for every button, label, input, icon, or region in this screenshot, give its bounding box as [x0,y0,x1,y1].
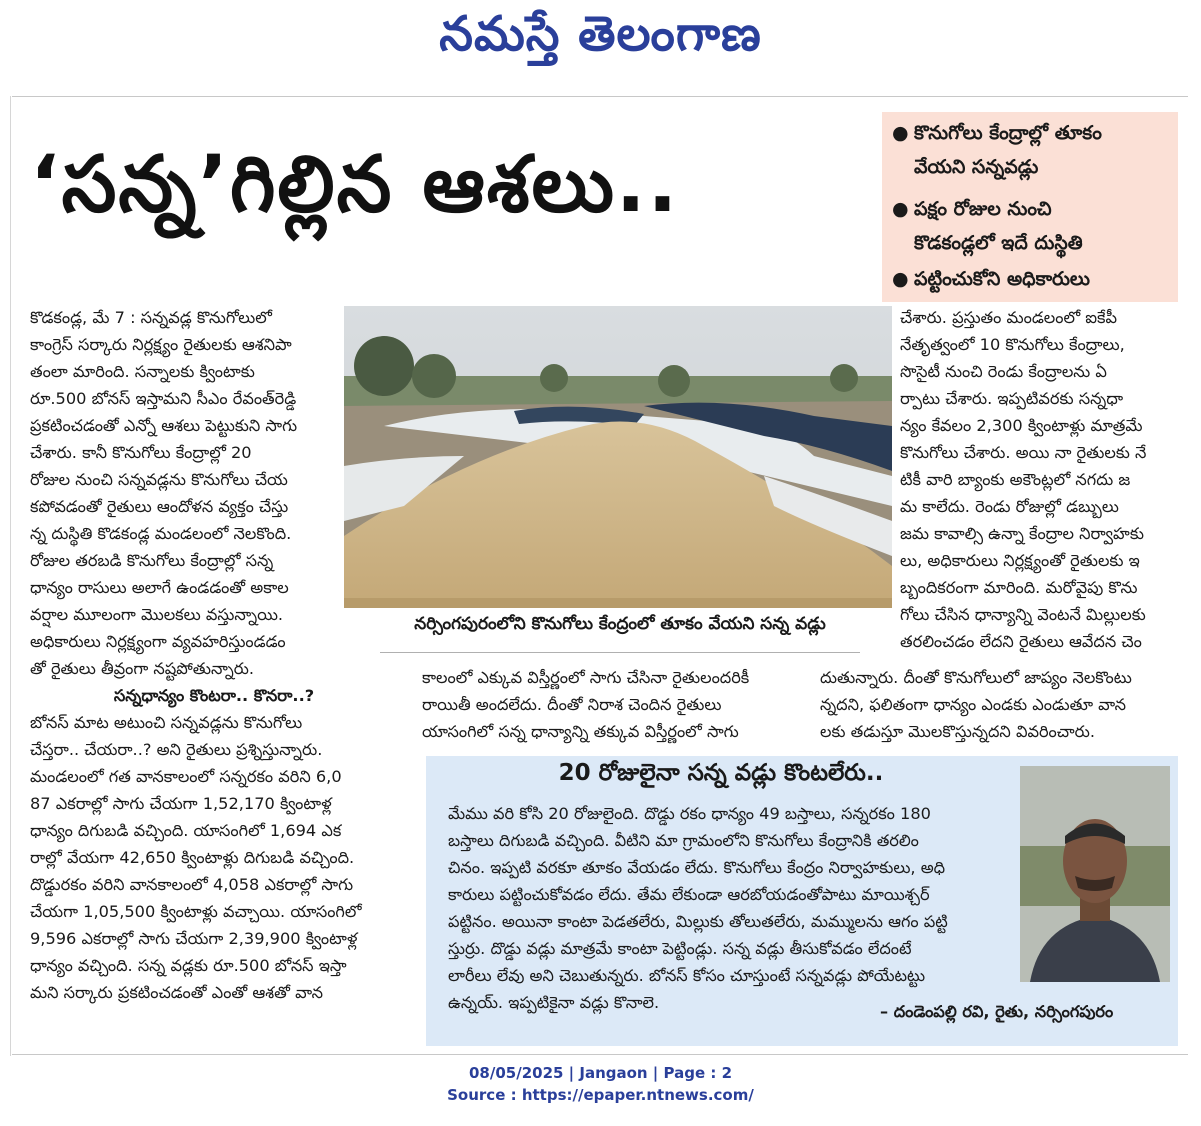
article-line: దొడ్డురకం వరిని వానకాలంలో 4,058 ఎకరాల్లో సాగు [30,875,354,894]
article-line: దుతున్నారు. దీంతో కొనుగోలులో జాప్యం నెలకొంటు [820,668,1132,687]
headline: ‘సన్న’గిల్లిన ఆశలు.. [30,140,680,230]
bottom-rule [12,1054,1188,1055]
article-line: బ్బందికరంగా మారింది. మరోవైపు కొను [900,578,1138,597]
article-line: టికీ వారి బ్యాంకు అకౌంట్లలో నగదు జ [900,470,1131,489]
caption-rule [380,652,860,653]
quote-signature: – దండెంపల్లి రవి, రైతు, నర్సింగపురం [880,1002,1114,1021]
quote-line: పట్టినం. అయినా కాంటా పెడతలేరు, మిల్లుకు తోలుతలేరు, మమ్ములను ఆగం పట్టి [448,912,948,931]
article-line: మని సర్కారు ప్రకటించడంతో ఎంతో ఆశతో వాన [30,983,323,1002]
quote-line: మేము వరి కోసి 20 రోజులైంది. దొడ్డు రకం ధాన్యం 49 బస్తాలు, సన్నరకం 180 [448,804,931,823]
masthead-title: నమస్తే తెలంగాణ [439,6,762,62]
article-line: రాయితీ అందలేదు. దీంతో నిరాశ చెందిన రైతులు [422,695,722,714]
article-line: కొనుగోలు చేశారు. అయి నా రైతులకు నే [900,443,1147,462]
article-line: న్నదని, ఫలితంగా ధాన్యం ఎండకు ఎండుతూ వాన [820,695,1126,714]
article-line: రోజుల నుంచి సన్నవడ్లను కొనుగోలు చేయ [30,470,288,489]
highlight-item: ● కొనుగోలు కేంద్రాల్లో తూకం [892,122,1102,144]
article-left-column [30,304,398,1006]
article-line: ధాన్యం రాసులు అలాగే ఉండడంతో అకాల [30,578,289,597]
article-line: న్యం కేవలం 2,300 క్వింటాళ్లు మాత్రమే [900,416,1143,435]
article-line: అధికారులు నిర్లక్ష్యంగా వ్యవహరిస్తుండడం [30,632,286,651]
article-subhead: సన్నధాన్యం కొంటరా.. కొనరా..? [113,686,315,705]
article-line: కపోవడంతో రైతులు ఆందోళన వ్యక్తం చేస్తు [30,497,289,516]
quote-line: లారీలు లేవు అని చెబుతున్నరు. బోనస్ కోసం చూస్తుంటే సన్నవడ్లు పోయేటట్టు [448,966,926,985]
quote-box-title: 20 రోజులైనా సన్న వడ్లు కొంటలేరు.. [558,760,884,786]
article-line: గోలు చేసిన ధాన్యాన్ని వెంటనే మిల్లులకు [900,605,1146,624]
article-line: 9,596 ఎకరాల్లో సాగు చేయగా 2,39,900 క్వింటాళ్ల [30,929,358,948]
article-line: చేశారు. ప్రస్తుతం మండలంలో ఐకేపీ [900,308,1118,327]
quote-line: స్తుర్రు. దొడ్డు వడ్లు మాత్రమే కాంటా పెట్టిండ్లు. సన్న వడ్లు తీసుకోవడం లేదంటే [448,939,912,958]
farmer-portrait [1020,766,1170,982]
article-right-continuation [820,664,1178,745]
article-line: యాసంగిలో సన్న ధాన్యాన్ని తక్కువ విస్తీర్ణంలో సాగు [422,722,739,741]
article-line: రోజుల తరబడి కొనుగోలు కేంద్రాల్లో సన్న [30,551,274,570]
footer-date-edition: 08/05/2025 | Jangaon | Page : 2 [468,1064,733,1082]
article-line: లకు తడుస్తూ మొలకొస్తున్నదని వివరించారు. [820,722,1095,741]
article-line: రూ.500 బోనస్ ఇస్తామని సీఎం రేవంత్‌రెడ్డి [30,389,297,408]
left-border [10,96,11,1056]
article-line: సొసైటీ నుంచి రెండు కేంద్రాలను ఏ [900,362,1107,381]
highlight-item: కొడకండ్లలో ఇదే దుస్థితి [914,232,1083,254]
article-line: మండలంలో గత వానకాలంలో సన్నరకం వరిని 6,0 [30,767,342,786]
article-line: న్న దుస్థితి కొడకండ్ల మండలంలో నెలకొంది. [30,524,292,543]
quote-box-text [448,800,1010,1016]
article-line: చేస్తరా.. చేయరా..? అని రైతులు ప్రశ్నిస్తున్నారు. [30,740,323,759]
highlights-box [882,112,1178,302]
article-line: ప్రకటించడంతో ఎన్నో ఆశలు పెట్టుకుని సాగు [30,416,298,435]
quote-line: కారులు పట్టించుకోవడం లేదు. తేమ లేకుండా ఆరబోయడంతోపాటు మాయిశ్చర్ [448,885,930,904]
article-line: చేయగా 1,05,500 క్వింటాళ్లు వచ్చాయి. యాసంగిలో [30,902,362,921]
highlight-item: ● పట్టించుకోని అధికారులు [892,268,1090,290]
article-right-column [900,304,1178,655]
article-line: ధాన్యం వచ్చింది. సన్న వడ్లకు రూ.500 బోనస్ ఇస్తా [30,956,347,975]
article-line: రాల్లో వేయగా 42,650 క్వింటాళ్లు దిగుబడి వచ్చింది. [30,848,355,867]
highlight-item: ● పక్షం రోజుల నుంచి [892,198,1052,220]
article-line: తరలించడం లేదని రైతులు ఆవేదన చెం [900,632,1142,651]
article-line: కొడకండ్ల, మే 7 : సన్నవడ్ల కొనుగోలులో [30,308,272,327]
paddy-heap-photo [344,306,892,608]
article-line: నేతృత్వంలో 10 కొనుగోలు కేంద్రాలు, [900,335,1125,354]
quote-line: బస్తాలు దిగుబడి వచ్చింది. వీటిని మా గ్రామంలోని కొనుగోలు కేంద్రానికి తరలిం [448,831,919,850]
photo-caption: నర్సింగపురంలోని కొనుగోలు కేంద్రంలో తూకం వేయని సన్న వడ్లు [414,614,826,634]
article-line: లు, అధికారులు నిర్లక్ష్యంతో రైతులకు ఇ [900,551,1140,570]
article-line: ర్పాటు చేశారు. ఇప్పటివరకు సన్నధా [900,389,1124,408]
article-line: బోనస్ మాట అటుంచి సన్నవడ్లను కొనుగోలు [30,713,303,732]
quote-line: ఉన్నయ్. ఇప్పటికైనా వడ్లు కొనాలె. [448,993,660,1012]
article-middle-column [422,664,794,745]
article-line: ధాన్యం దిగుబడి వచ్చింది. యాసంగిలో 1,694 ఎక [30,821,342,840]
article-line: 87 ఎకరాల్లో సాగు చేయగా 1,52,170 క్వింటాళ్ల [30,794,332,813]
article-line: మ కాలేదు. రెండు రోజుల్లో డబ్బులు [900,497,1119,516]
article-line: కాంగ్రెస్ సర్కారు నిర్లక్ష్యం రైతులకు ఆశనిపా [30,335,292,354]
article-line: కాలంలో ఎక్కువ విస్తీర్ణంలో సాగు చేసినా రైతులందరికీ [422,668,750,687]
article-line: వర్షాల మూలంగా మొలకలు వస్తున్నాయి. [30,605,284,624]
quote-line: చినం. ఇప్పటి వరకూ తూకం వేయడం లేదు. కొనుగోలు కేంద్రం నిర్వాహకులు, అధి [448,858,946,877]
top-rule [12,96,1188,97]
footer-source: Source : https://epaper.ntnews.com/ [447,1086,754,1104]
article-line: తో రైతులు తీవ్రంగా నష్టపోతున్నారు. [30,659,255,678]
article-line: చేశారు. కానీ కొనుగోలు కేంద్రాల్లో 20 [30,443,252,462]
article-line: జమ కావాల్సి ఉన్నా కేంద్రాల నిర్వాహకు [900,524,1144,543]
article-line: తంలా మారింది. సన్నాలకు క్వింటాకు [30,362,255,381]
highlight-item: వేయని సన్నవడ్లు [914,156,1039,178]
